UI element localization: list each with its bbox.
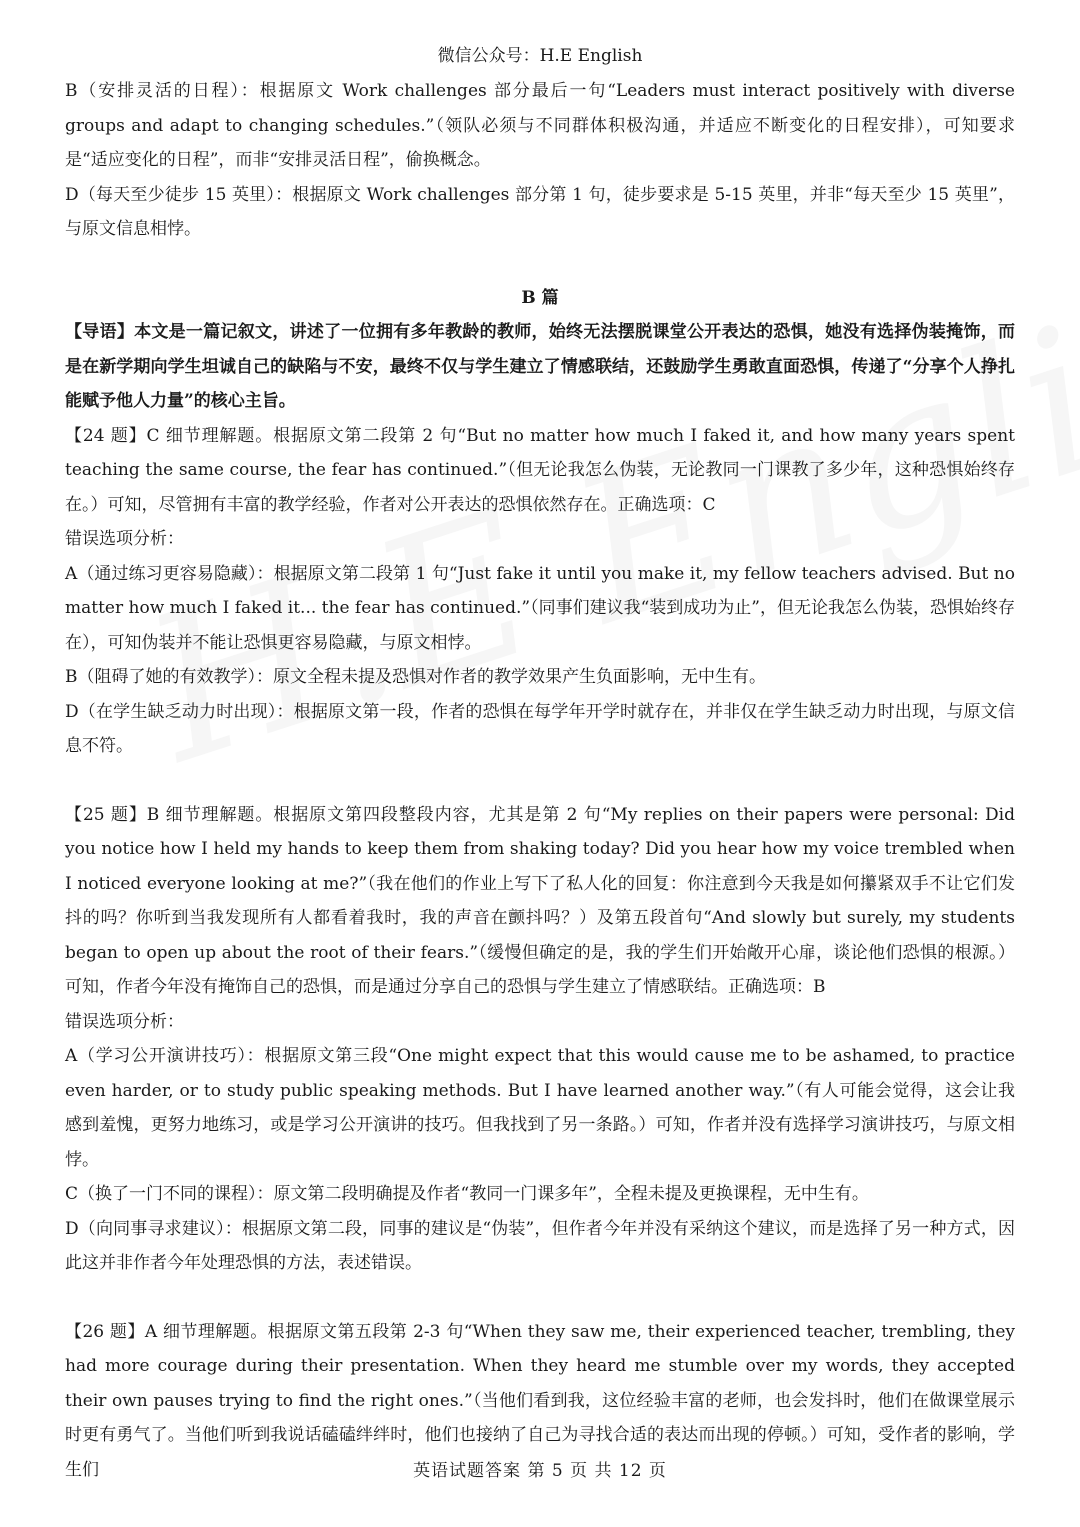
spacer — [65, 764, 1015, 798]
q26-answer: 【26 题】A 细节理解题。根据原文第五段第 2-3 句“When they saw me, their experienced teacher, trembling, they had more courage during their presentation. When they heard me stumble over my words, they accepted their own pauses trying to find the right ones.”（当他们看到我，这位经验丰富的老师，也会发抖时，他们在做课堂展示时更有勇气了。当他们听到我说话磕磕绊绊时，他们也接纳了自己为寻找合适的表达而出现的停顿。）可知，受作者的影响，学生们 — [65, 1321, 1015, 1480]
q24-wrong-label: 错误选项分析： — [65, 529, 184, 549]
page-footer: 英语试题答案 第 5 页 共 12 页 — [413, 1461, 667, 1481]
q24-answer: 【24 题】C 细节理解题。根据原文第二段第 2 句“But no matter how much I faked it, and how many years spent teaching the same course, the fear has continued.”（但无论我怎么伪装，无论教同一门课教了多少年，这种恐惧始终存在。）可知，尽管拥有丰富的教学经验，作者对公开表达的恐惧依然存在。正确选项：C — [65, 425, 1015, 515]
q24-option-b: B（阻碍了她的有效教学）：原文全程未提及恐惧对作者的教学效果产生负面影响，无中生有。 — [65, 667, 766, 687]
q24-option-d: D（在学生缺乏动力时出现）：根据原文第一段，作者的恐惧在每学年开学时就存在，并非仅在学生缺乏动力时出现，与原文信息不符。 — [65, 701, 1015, 756]
page-header: 微信公众号：H.E English — [437, 46, 643, 66]
q25-wrong-label: 错误选项分析： — [65, 1011, 184, 1032]
q25-answer: 【25 题】B 细节理解题。根据原文第四段整段内容，尤其是第 2 句“My replies on their papers were personal: Did you notice how I held my hands to keep them from shaking today? Did you hear how my voice trembled when I noticed everyone looking at me?”（我在他们的作业上写下了私人化的回复：你注意到今天我是如何攥紧双手不让它们发抖的吗？你听到当我发现所有人都看着我时，我的声音在颤抖吗？）及第五段首句“And slowly but surely, my students began to open up about the root of their fears.”（缓慢但确定的是，我的学生们开始敞开心扉，谈论他们恐惧的根源。）可知，作者今年没有掩饰自己的恐惧，而是通过分享自己的恐惧与学生建立了情感联结。正确选项：B — [65, 804, 1015, 997]
q25-option-c: C（换了一门不同的课程）：原文第二段明确提及作者“教同一门课多年”，全程未提及更换课程，无中生有。 — [65, 1184, 869, 1204]
page-content — [65, 74, 1015, 1487]
part-a-option-d: D（每天至少徒步 15 英里）：根据原文 Work challenges 部分第 1 句，徒步要求是 5-15 英里，并非“每天至少 15 英里”，与原文信息相悖。 — [65, 184, 1015, 239]
part-a-option-b: B（安排灵活的日程）：根据原文 Work challenges 部分最后一句“Leaders must interact positively with diverse groups and adapt to changing schedules.”（领队必须与不同群体积极沟通，并适应不断变化的日程安排），可知要求是“适应变化的日程”，而非“安排灵活日程”，偷换概念。 — [65, 81, 1015, 170]
section-title-b: B 篇 — [521, 287, 559, 308]
q25-option-a: A（学习公开演讲技巧）：根据原文第三段“One might expect that this would cause me to be ashamed, to practice even harder, or to study public speaking methods. But I have learned another way.”（有人可能会觉得，这会让我感到羞愧，更努力地练习，或是学习公开演讲的技巧。但我找到了另一条路。）可知，作者并没有选择学习演讲技巧，与原文相悖。 — [65, 1046, 1015, 1170]
q25-option-d: D（向同事寻求建议）：根据原文第二段，同事的建议是“伪装”，但作者今年并没有采纳这个建议，而是选择了另一种方式，因此这并非作者今年处理恐惧的方法，表述错误。 — [65, 1218, 1015, 1273]
q24-option-a: A（通过练习更容易隐藏）：根据原文第二段第 1 句“Just fake it until you make it, my fellow teachers advised. But no matter how much I faked it... the fear has continued.”（同事们建议我“装到成功为止”，但无论我怎么伪装，恐惧始终存在），可知伪装并不能让恐惧更容易隐藏，与原文相悖。 — [65, 563, 1015, 653]
section-b-intro: 【导语】本文是一篇记叙文，讲述了一位拥有多年教龄的教师，始终无法摆脱课堂公开表达的恐惧，她没有选择伪装掩饰，而是在新学期向学生坦诚自己的缺陷与不安，最终不仅与学生建立了情感联结，还鼓励学生勇敢直面恐惧，传递了“分享个人挣扎能赋予他人力量”的核心主旨。 — [65, 322, 1015, 411]
spacer — [65, 1281, 1015, 1315]
